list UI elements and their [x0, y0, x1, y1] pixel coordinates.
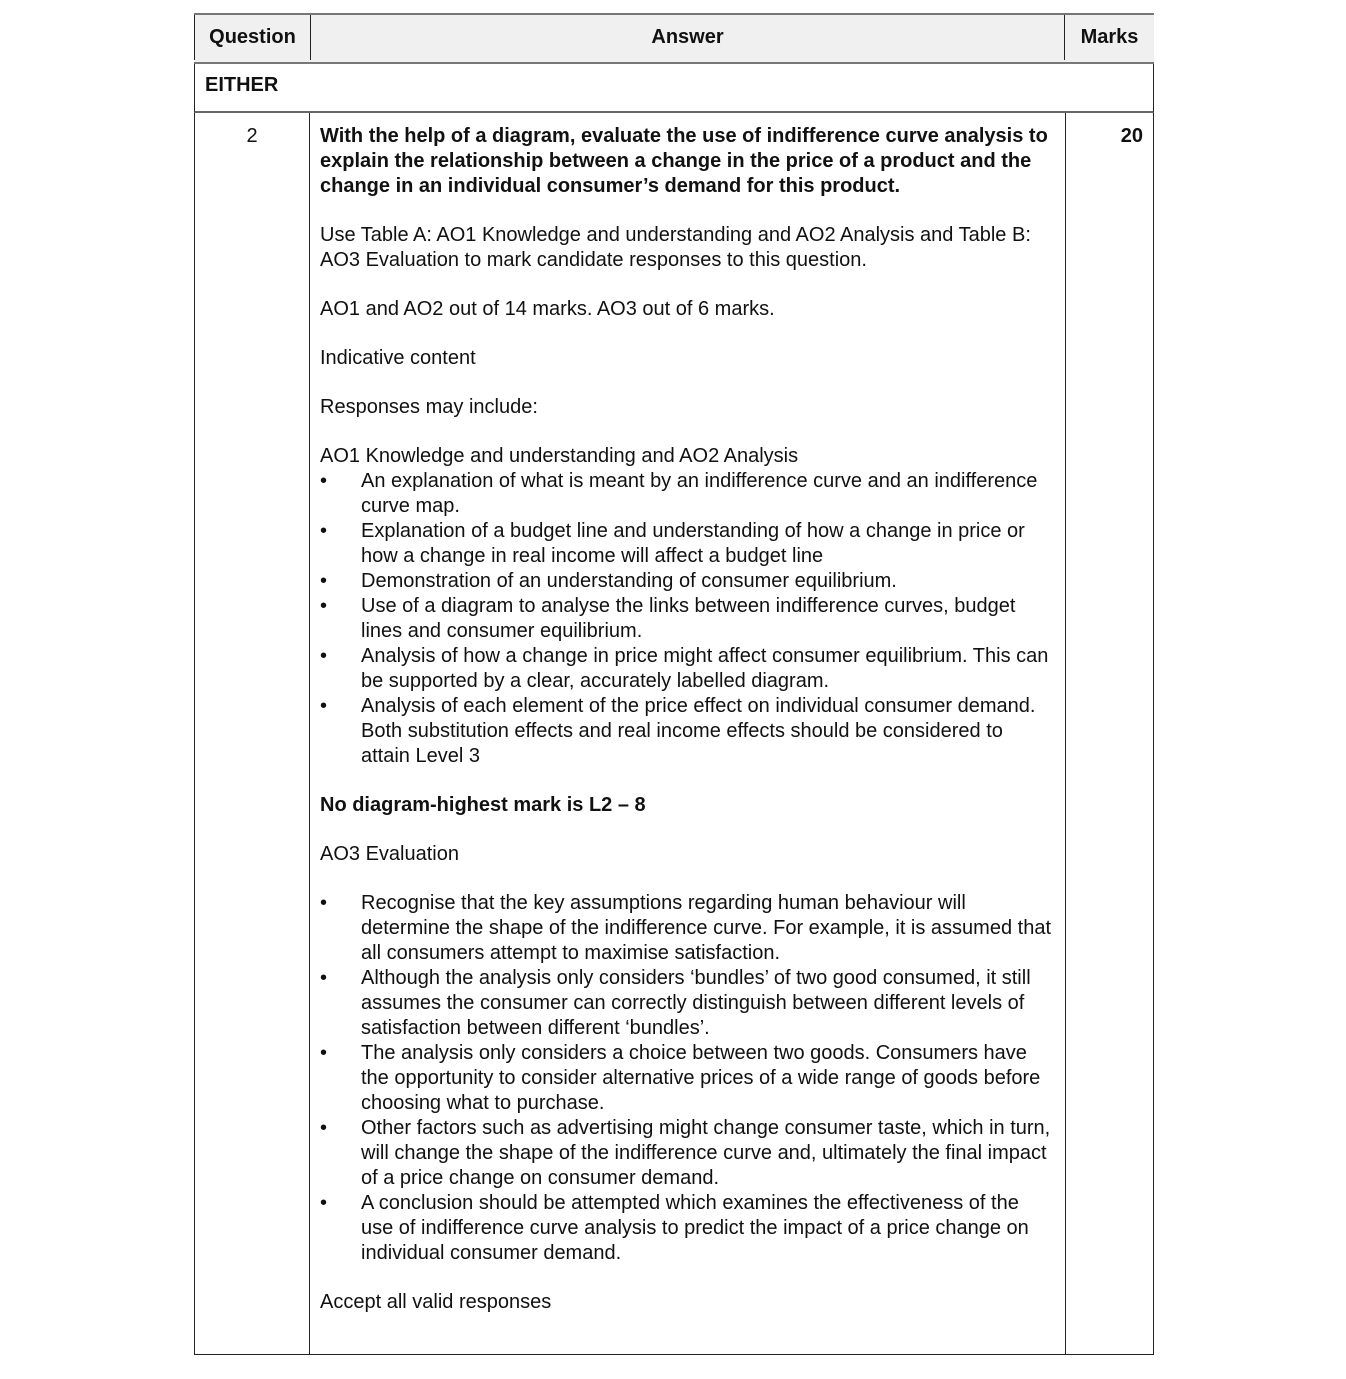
marks-split-text: AO1 and AO2 out of 14 marks. AO3 out of 6 marks. [320, 298, 775, 320]
table-row [194, 113, 1154, 1355]
bullet-icon: • [320, 520, 328, 542]
ao1-ao2-list [320, 469, 1055, 769]
list-item: • Other factors such as advertising might change consumer taste, which in turn, will change the shape of the indifference curve and, ultimately the final impact of a price change on consumer demand. [320, 1117, 1051, 1189]
header-marks: Marks [1080, 26, 1139, 48]
bullet-icon: • [320, 1042, 328, 1064]
bullet-icon: • [320, 595, 328, 617]
list-item: • The analysis only considers a choice between two goods. Consumers have the opportunity to consider alternative prices of a wide range of goods before choosing what to purchase. [320, 1042, 1041, 1114]
ao3-list [320, 891, 1055, 1266]
mark-scheme-table [194, 13, 1154, 1355]
answer-cell [310, 113, 1065, 1354]
responses-may-include-label: Responses may include: [320, 396, 538, 418]
bullet-icon: • [320, 695, 328, 717]
table-header-row [194, 13, 1154, 64]
list-item: • Explanation of a budget line and understanding of how a change in price or how a change in real income will affect a budget line [320, 520, 1025, 567]
bullet-icon: • [320, 967, 328, 989]
bullet-icon: • [320, 1117, 328, 1139]
ao1-ao2-heading: AO1 Knowledge and understanding and AO2 Analysis [320, 445, 799, 467]
header-question: Question [194, 15, 310, 60]
bullet-icon: • [320, 470, 328, 492]
list-item: • Although the analysis only considers ‘bundles’ of two good consumed, it still assumes the consumer can correctly distinguish between different levels of satisfaction between different ‘bundles’. [320, 967, 1031, 1039]
no-diagram-note: No diagram-highest mark is L2 – 8 [320, 794, 646, 816]
ao3-heading: AO3 Evaluation [320, 843, 459, 865]
list-item: • Use of a diagram to analyse the links between indifference curves, budget lines and consumer equilibrium. [320, 595, 1016, 642]
closing-text: Accept all valid responses [320, 1291, 552, 1313]
bullet-icon: • [320, 645, 328, 667]
list-item: • Analysis of each element of the price effect on individual consumer demand. Both substitution effects and real income effects should be considered to attain Level 3 [320, 695, 1036, 767]
list-item: • Demonstration of an understanding of consumer equilibrium. [320, 570, 897, 592]
indicative-content-label: Indicative content [320, 347, 476, 369]
list-item: • Analysis of how a change in price might affect consumer equilibrium. This can be supported by a clear, accurately labelled diagram. [320, 645, 1049, 692]
bullet-icon: • [320, 1192, 328, 1214]
question-number: 2 [194, 113, 310, 1354]
bullet-icon: • [320, 570, 328, 592]
question-text: With the help of a diagram, evaluate the use of indifference curve analysis to explain the relationship between a change in the price of a product and the change in an individual consumer’s demand for this product. [320, 125, 1048, 197]
header-answer: Answer [310, 15, 1065, 60]
section-label: EITHER [205, 74, 279, 96]
bullet-icon: • [320, 892, 328, 914]
list-item: • A conclusion should be attempted which examines the effectiveness of the use of indifference curve analysis to predict the impact of a price change on individual consumer demand. [320, 1192, 1029, 1264]
section-row [194, 64, 1154, 113]
list-item: • An explanation of what is meant by an indifference curve and an indifference curve map. [320, 470, 1038, 517]
list-item: • Recognise that the key assumptions regarding human behaviour will determine the shape of the indifference curve. For example, it is assumed that all consumers attempt to maximise satisfaction. [320, 892, 1051, 964]
marks-value: 20 [1065, 113, 1154, 1354]
instructions-text: Use Table A: AO1 Knowledge and understanding and AO2 Analysis and Table B: AO3 Evaluation to mark candidate responses to this question. [320, 224, 1031, 271]
